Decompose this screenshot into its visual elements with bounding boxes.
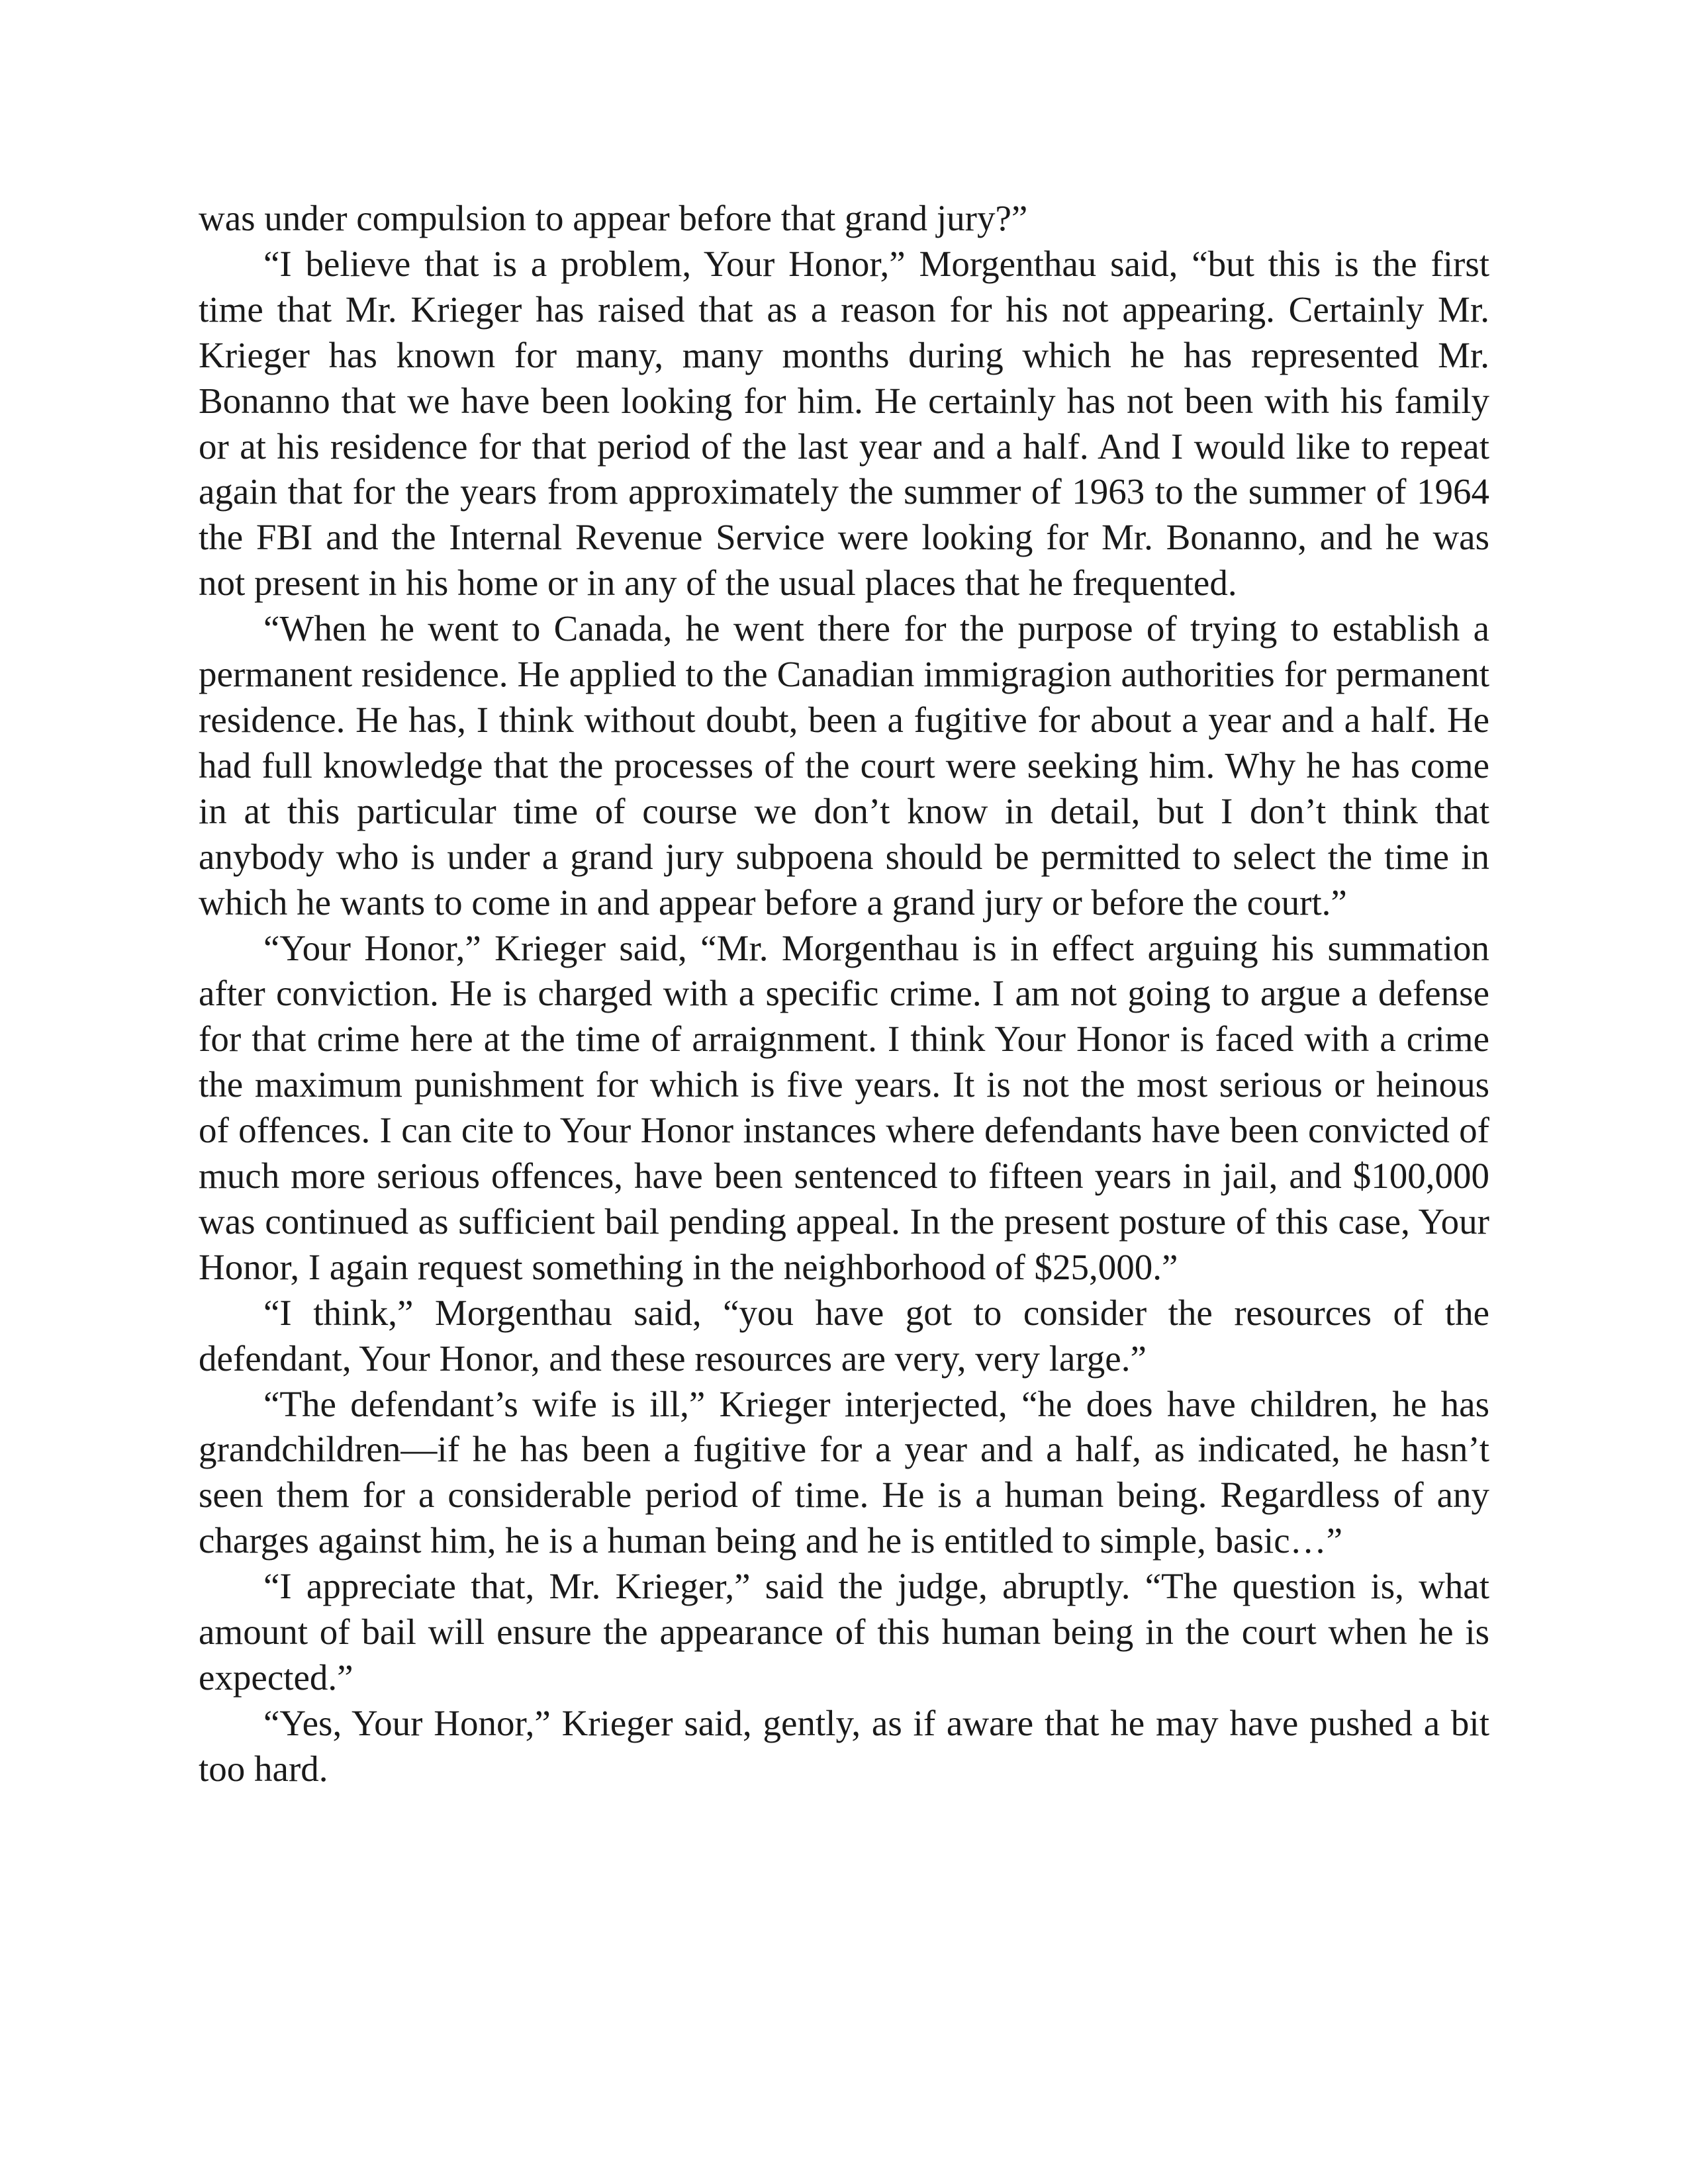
paragraph: “I believe that is a problem, Your Honor,” Morgenthau said, “but this is the first time that Mr. Krieger has raised that as a reason for his not appearing. Certainly Mr. Krieger has known for many, many months during which he has represented Mr. Bonanno that we have been looking for him. He certainly has not been with his family or at his residence for that period of the last year and a half. And I would like to repeat again that for the years from approximately the summer of 1963 to the summer of 1964 the FBI and the Internal Revenue Service were looking for Mr. Bonanno, and he was not present in his home or in any of the usual places that he frequented.	[199, 243, 1489, 604]
paragraph: “I appreciate that, Mr. Krieger,” said the judge, abruptly. “The question is, what amount of bail will ensure the appearance of this human being in the court when he is expected.”	[199, 1566, 1489, 1698]
document-page	[199, 196, 1489, 1792]
paragraph-continuation: was under compulsion to appear before that grand jury?”	[199, 198, 1028, 238]
paragraph: “Yes, Your Honor,” Krieger said, gently, as if aware that he may have pushed a bit too hard.	[199, 1702, 1489, 1789]
paragraph: “When he went to Canada, he went there for the purpose of trying to establish a permanent residence. He applied to the Canadian immigragion authorities for permanent residence. He has, I think without doubt, been a fugitive for about a year and a half. He had full knowledge that the processes of the court were seeking him. Why he has come in at this particular time of course we don’t know in detail, but I don’t think that anybody who is under a grand jury subpoena should be permitted to select the time in which he wants to come in and appear before a grand jury or before the court.”	[199, 608, 1489, 923]
paragraph: “I think,” Morgenthau said, “you have got to consider the resources of the defendant, Your Honor, and these resources are very, very large.”	[199, 1292, 1489, 1379]
paragraph: “Your Honor,” Krieger said, “Mr. Morgenthau is in effect arguing his summation after conviction. He is charged with a specific crime. I am not going to argue a defense for that crime here at the time of arraignment. I think Your Honor is faced with a crime the maximum punishment for which is five years. It is not the most serious or heinous of offences. I can cite to Your Honor instances where defendants have been convicted of much more serious offences, have been sentenced to fifteen years in jail, and $100,000 was continued as sufficient bail pending appeal. In the present posture of this case, Your Honor, I again request something in the neighborhood of $25,000.”	[199, 927, 1489, 1287]
paragraph: “The defendant’s wife is ill,” Krieger interjected, “he does have children, he has grandchildren—if he has been a fugitive for a year and a half, as indicated, he hasn’t seen them for a considerable period of time. He is a human being. Regardless of any charges against him, he is a human being and he is entitled to simple, basic…”	[199, 1383, 1489, 1561]
